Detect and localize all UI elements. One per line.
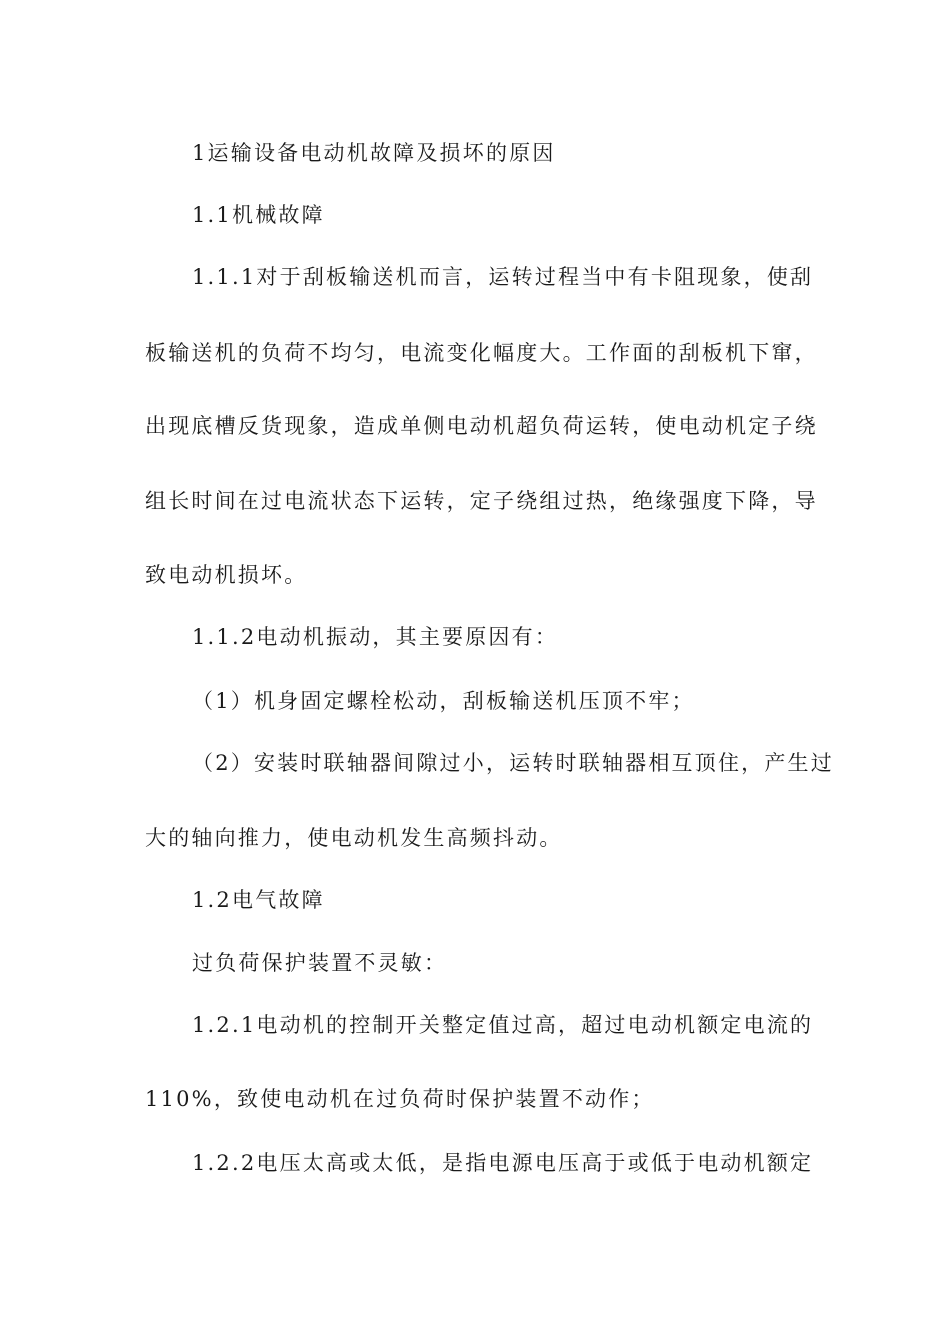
- paragraph-1-2-1-line-2: 110%，致使电动机在过负荷时保护装置不动作；: [145, 1087, 655, 1111]
- paragraph-1-1-1-line-1: 1.1.1对于刮板输送机而言，运转过程当中有卡阻现象，使刮: [192, 265, 814, 289]
- list-item-1: （1）机身固定螺栓松动，刮板输送机压顶不牢；: [192, 689, 695, 713]
- paragraph-1-1-2: 1.1.2电动机振动，其主要原因有：: [192, 625, 559, 649]
- paragraph-1-1-1-line-5: 致电动机损坏。: [145, 563, 308, 587]
- section-heading-1: 1运输设备电动机故障及损坏的原因: [192, 141, 556, 165]
- list-item-2-line-2: 大的轴向推力，使电动机发生高频抖动。: [145, 826, 563, 850]
- paragraph-1-1-1-line-3: 出现底槽反货现象，造成单侧电动机超负荷运转，使电动机定子绕: [145, 414, 818, 438]
- list-item-2-line-1: （2）安装时联轴器间隙过小，运转时联轴器相互顶住，产生过: [192, 751, 834, 775]
- paragraph-1-1-1-line-2: 板输送机的负荷不均匀，电流变化幅度大。工作面的刮板机下窜，: [145, 341, 818, 365]
- subsection-heading-1-2: 1.2电气故障: [192, 888, 325, 912]
- subsection-heading-1-1: 1.1机械故障: [192, 203, 325, 227]
- paragraph-1-2-1-line-1: 1.2.1电动机的控制开关整定值过高，超过电动机额定电流的: [192, 1013, 814, 1037]
- paragraph-overload-intro: 过负荷保护装置不灵敏：: [192, 951, 448, 975]
- paragraph-1-1-1-line-4: 组长时间在过电流状态下运转，定子绕组过热，绝缘强度下降，导: [145, 489, 818, 513]
- paragraph-1-2-2-line-1: 1.2.2电压太高或太低，是指电源电压高于或低于电动机额定: [192, 1151, 814, 1175]
